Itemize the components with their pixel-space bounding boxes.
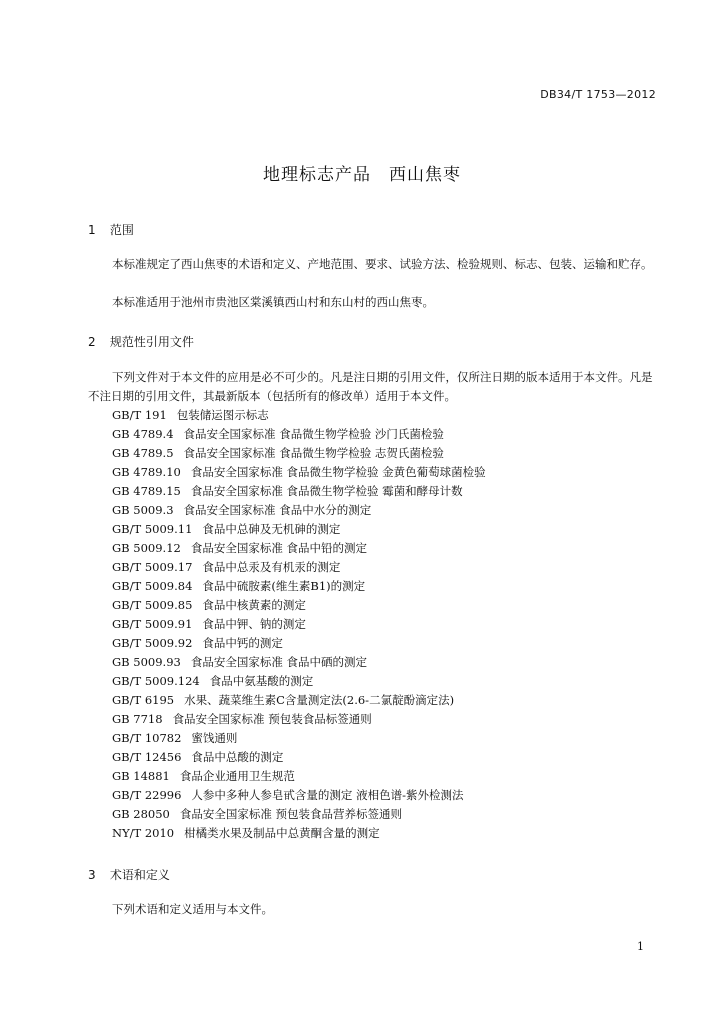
reference-code: GB 4789.10 — [112, 465, 181, 479]
document-title: 地理标志产品 西山焦枣 — [263, 165, 461, 185]
reference-code: NY/T 2010 — [112, 826, 175, 840]
reference-title: 水果、蔬菜维生素C含量测定法(2.6-二氯靛酚滴定法) — [184, 693, 455, 707]
section-2-heading — [88, 333, 194, 350]
reference-item — [112, 596, 486, 615]
reference-item — [112, 463, 486, 482]
terms-intro: 下列术语和定义适用与本文件。 — [112, 902, 273, 916]
reference-code: GB/T 5009.11 — [112, 522, 193, 536]
reference-title: 食品中总汞及有机汞的测定 — [202, 560, 341, 574]
reference-code: GB/T 6195 — [112, 693, 175, 707]
reference-code: GB 5009.12 — [112, 541, 181, 555]
reference-code: GB 4789.5 — [112, 446, 174, 460]
reference-title: 食品中总酸的测定 — [191, 750, 284, 764]
reference-code: GB/T 10782 — [112, 731, 182, 745]
reference-code: GB/T 5009.85 — [112, 598, 193, 612]
reference-item — [112, 634, 486, 653]
section-number: 3 — [88, 868, 96, 882]
reference-title: 食品安全国家标准 预包装食品标签通则 — [172, 712, 372, 726]
reference-item — [112, 539, 486, 558]
reference-code: GB 4789.15 — [112, 484, 181, 498]
reference-code: GB/T 22996 — [112, 788, 182, 802]
reference-item — [112, 406, 486, 425]
reference-title: 食品中氨基酸的测定 — [209, 674, 314, 688]
reference-item — [112, 653, 486, 672]
section-title: 规范性引用文件 — [109, 335, 194, 349]
reference-title: 食品安全国家标准 预包装食品营养标签通则 — [179, 807, 403, 821]
reference-title: 食品中钙的测定 — [202, 636, 283, 650]
reference-title: 食品安全国家标准 食品微生物学检验 金黄色葡萄球菌检验 — [190, 465, 486, 479]
reference-code: GB 5009.3 — [112, 503, 174, 517]
reference-item — [112, 805, 486, 824]
reference-item — [112, 520, 486, 539]
reference-code: GB/T 5009.92 — [112, 636, 193, 650]
reference-title: 食品安全国家标准 食品中硒的测定 — [190, 655, 368, 669]
reference-title: 柑橘类水果及制品中总黄酮含量的测定 — [184, 826, 380, 840]
reference-title: 包装储运图示标志 — [176, 408, 269, 422]
reference-code: GB 28050 — [112, 807, 170, 821]
reference-title: 食品安全国家标准 食品微生物学检验 沙门氏菌检验 — [183, 427, 444, 441]
reference-code: GB/T 191 — [112, 408, 167, 422]
reference-title: 食品安全国家标准 食品中铅的测定 — [190, 541, 368, 555]
reference-title: 食品中硫胺素(维生素B1)的测定 — [202, 579, 366, 593]
reference-code: GB 5009.93 — [112, 655, 181, 669]
reference-item — [112, 577, 486, 596]
section-number: 1 — [88, 223, 96, 237]
reference-title: 食品中核黄素的测定 — [202, 598, 306, 612]
reference-code: GB/T 12456 — [112, 750, 182, 764]
reference-item — [112, 824, 486, 843]
reference-item — [112, 729, 486, 748]
section-1-heading — [88, 221, 134, 238]
page-number: 1 — [637, 940, 644, 953]
reference-code: GB 4789.4 — [112, 427, 174, 441]
section-number: 2 — [88, 335, 96, 349]
reference-title: 食品中总砷及无机砷的测定 — [202, 522, 341, 536]
reference-item — [112, 425, 486, 444]
scope-paragraph-1: 本标准规定了西山焦枣的术语和定义、产地范围、要求、试验方法、检验规则、标志、包装、运输和贮存。 — [112, 257, 653, 271]
section-title: 范围 — [109, 223, 134, 237]
reference-code: GB 14881 — [112, 769, 170, 783]
reference-title: 食品安全国家标准 食品微生物学检验 志贺氏菌检验 — [183, 446, 444, 460]
reference-code: GB 7718 — [112, 712, 163, 726]
references-intro: 下列文件对于本文件的应用是必不可少的。凡是注日期的引用文件，仅所注日期的版本适用于本文件。凡是不注日期的引用文件，其最新版本（包括所有的修改单）适用于本文件。 — [88, 370, 653, 403]
reference-code: GB/T 5009.17 — [112, 560, 193, 574]
section-3-heading — [88, 866, 170, 883]
reference-item — [112, 710, 486, 729]
reference-item — [112, 786, 486, 805]
reference-item — [112, 482, 486, 501]
reference-item — [112, 615, 486, 634]
reference-item — [112, 691, 486, 710]
reference-item — [112, 558, 486, 577]
reference-code: GB/T 5009.84 — [112, 579, 193, 593]
reference-code: GB/T 5009.124 — [112, 674, 200, 688]
reference-item — [112, 767, 486, 786]
reference-list — [112, 406, 486, 843]
reference-title: 食品安全国家标准 食品微生物学检验 霉菌和酵母计数 — [190, 484, 463, 498]
reference-item — [112, 672, 486, 691]
reference-item — [112, 748, 486, 767]
reference-title: 蜜饯通则 — [191, 731, 238, 745]
reference-title: 食品安全国家标准 食品中水分的测定 — [183, 503, 372, 517]
reference-title: 人参中多种人参皂甙含量的测定 液相色谱-紫外检测法 — [191, 788, 464, 802]
section-title: 术语和定义 — [109, 868, 170, 882]
scope-paragraph-2: 本标准适用于池州市贵池区棠溪镇西山村和东山村的西山焦枣。 — [112, 295, 434, 309]
reference-item — [112, 444, 486, 463]
reference-item — [112, 501, 486, 520]
reference-title: 食品企业通用卫生规范 — [179, 769, 295, 783]
reference-code: GB/T 5009.91 — [112, 617, 193, 631]
standard-code: DB34/T 1753—2012 — [540, 88, 656, 101]
reference-title: 食品中钾、钠的测定 — [202, 617, 306, 631]
